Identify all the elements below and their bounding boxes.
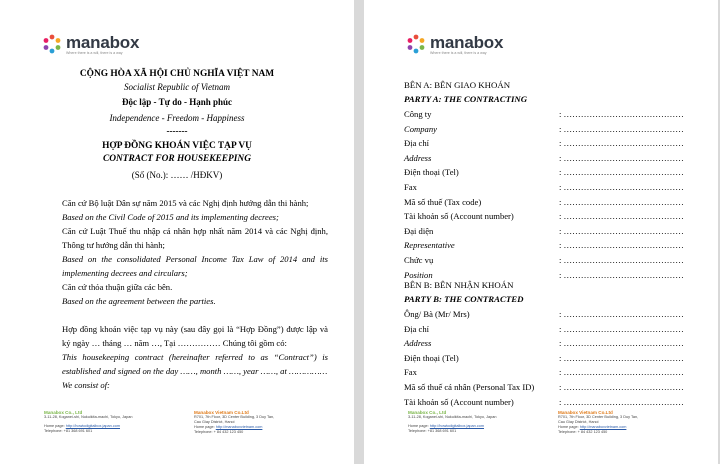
form-field-label: Representative bbox=[404, 240, 455, 251]
form-field-blank: : …………………………………… bbox=[559, 240, 684, 251]
form-field-blank: : …………………………………… bbox=[559, 138, 684, 149]
form-field-label: Address bbox=[404, 338, 432, 349]
separator-dashes: ------- bbox=[166, 126, 188, 136]
form-field-blank: : …………………………………… bbox=[559, 352, 684, 363]
form-field-blank: : …………………………………… bbox=[559, 338, 684, 349]
form-field-row bbox=[404, 240, 694, 251]
form-field-label: Ông/ Bà (Mr/ Mrs) bbox=[404, 309, 470, 319]
intro-line: Hợp đồng khoán việc tạp vụ này (sau đây gọi là “Hợp Đồng”) được lập và bbox=[62, 324, 328, 334]
form-field-row bbox=[404, 324, 694, 335]
intro-line: We consist of: bbox=[62, 380, 110, 390]
intro-line: ký ngày … tháng … năm …, Tại …………… Chúng tôi gồm có: bbox=[62, 338, 287, 348]
form-field-label: Điện thoại (Tel) bbox=[404, 167, 459, 178]
form-field-row bbox=[404, 338, 694, 349]
form-field-label: Tài khoản số (Account number) bbox=[404, 396, 514, 407]
homepage-link[interactable]: http://howtodigitalbox.japan.com bbox=[429, 424, 484, 428]
homepage-link[interactable]: http://manaboxvietnam.com bbox=[579, 425, 627, 429]
logo-wordmark: manabox bbox=[66, 33, 140, 52]
form-field-row bbox=[404, 197, 694, 208]
manabox-logo-icon bbox=[406, 34, 426, 54]
party-a-heading: BÊN A: BÊN GIAO KHOÁN bbox=[404, 80, 511, 90]
party-b-heading-en: PARTY B: THE CONTRACTED bbox=[404, 294, 524, 304]
heading-country: CỘNG HÒA XÃ HỘI CHỦ NGHĨA VIỆT NAM bbox=[79, 69, 275, 79]
form-field-label: Position bbox=[404, 269, 433, 280]
form-field-blank: : …………………………………… bbox=[559, 309, 684, 319]
basis-line: implementing decrees and circulars; bbox=[62, 268, 188, 278]
basis-line: Based on the consolidated Personal Income Tax Law of 2014 and its bbox=[62, 254, 328, 264]
form-field-row bbox=[404, 255, 694, 266]
form-field-row bbox=[404, 124, 694, 135]
form-field-blank: : …………………………………… bbox=[559, 123, 684, 134]
basis-line: Căn cứ thỏa thuận giữa các bên. bbox=[62, 282, 173, 292]
form-field-blank: : …………………………………… bbox=[559, 211, 684, 222]
form-field-row bbox=[404, 382, 694, 393]
logo-tagline: Where there is a will, there is a way bbox=[66, 51, 123, 55]
footer-company-vietnam: Manabox Vietnam Co.Ltd R701, 7th Floor, 3D Center Building, 3 Duy Tan, Cau Giay District, Hanoi Home page: http://manaboxvietnam.com Telephone: + 84 432 123 450 bbox=[558, 410, 639, 434]
form-field-blank: : …………………………………… bbox=[559, 396, 684, 407]
form-field-blank: : …………………………………… bbox=[559, 382, 684, 392]
contract-number: (Số (No.): …… /HĐKV) bbox=[131, 170, 223, 180]
form-field-blank: : …………………………………… bbox=[559, 182, 684, 192]
form-field-row bbox=[404, 397, 694, 408]
form-field-row bbox=[404, 109, 694, 120]
homepage-link[interactable]: http://howtodigitalbox.japan.com bbox=[65, 424, 120, 428]
form-field-label: Fax bbox=[404, 182, 417, 192]
basis-line: Thông tư hướng dẫn thi hành; bbox=[62, 240, 165, 250]
basis-line: Based on the Civil Code of 2015 and its implementing decrees; bbox=[62, 212, 279, 222]
form-field-label: Điện thoại (Tel) bbox=[404, 352, 459, 363]
logo-wordmark: manabox bbox=[430, 33, 504, 52]
contract-title: HỢP ĐỒNG KHOÁN VIỆC TẠP VỤ bbox=[102, 141, 252, 151]
form-field-row bbox=[404, 270, 694, 281]
form-field-blank: : …………………………………… bbox=[559, 109, 684, 119]
form-field-blank: : …………………………………… bbox=[559, 323, 684, 334]
basis-line: Căn cứ Bộ luật Dân sự năm 2015 và các Nghị định hướng dẫn thi hành; bbox=[62, 198, 309, 208]
form-field-label: Mã số thuế (Tax code) bbox=[404, 196, 482, 207]
heading-motto: Độc lập - Tự do - Hạnh phúc bbox=[121, 97, 232, 107]
form-field-label: Company bbox=[404, 123, 437, 134]
heading-motto-en: Independence - Freedom - Happiness bbox=[109, 113, 245, 123]
form-field-row bbox=[404, 226, 694, 237]
form-field-blank: : …………………………………… bbox=[559, 255, 684, 265]
form-field-blank: : …………………………………… bbox=[559, 196, 684, 207]
party-b-heading: BÊN B: BÊN NHẬN KHOÁN bbox=[404, 280, 514, 290]
logo-tagline: Where there is a will, there is a way bbox=[430, 51, 487, 55]
footer-company-japan: Manabox Co., Ltd 3-11-28, Koganei-shi, Nukuikita-machi, Tokyo, Japan Home page: http://howtodigitalbox.japan.com Telephone: +81 368 691 601 bbox=[408, 410, 497, 433]
form-field-blank: : …………………………………… bbox=[559, 269, 684, 280]
form-field-blank: : …………………………………… bbox=[559, 367, 684, 378]
form-field-row bbox=[404, 182, 694, 193]
heading-country-en: Socialist Republic of Vietnam bbox=[123, 82, 231, 92]
form-field-label: Địa chỉ bbox=[404, 138, 430, 149]
manabox-logo bbox=[42, 34, 139, 56]
basis-line: Căn cứ Luật Thuế thu nhập cá nhân hợp nhất năm 2014 và các Nghị định, bbox=[62, 226, 328, 236]
form-field-label: Mã số thuế cá nhân (Personal Tax ID) bbox=[404, 382, 535, 392]
party-a-heading-en: PARTY A: THE CONTRACTING bbox=[404, 94, 528, 104]
manabox-logo bbox=[406, 34, 503, 56]
form-field-label: Chức vụ bbox=[404, 255, 434, 265]
intro-line: established and signed on the day ……, month ……, year ……, at …………… bbox=[62, 366, 328, 376]
page-1 bbox=[0, 0, 354, 464]
form-field-label: Fax bbox=[404, 367, 417, 378]
intro-line: This housekeeping contract (hereinafter referred to as “Contract”) is bbox=[62, 352, 328, 362]
contract-title-en: CONTRACT FOR HOUSEKEEPING bbox=[103, 154, 251, 164]
form-field-label: Address bbox=[404, 152, 432, 163]
homepage-link[interactable]: http://manaboxvietnam.com bbox=[215, 425, 263, 429]
form-field-label: Tài khoản số (Account number) bbox=[404, 211, 514, 222]
page-2 bbox=[364, 0, 718, 464]
basis-line: Based on the agreement between the parties. bbox=[62, 296, 216, 306]
form-field-label: Địa chỉ bbox=[404, 323, 430, 334]
manabox-logo-icon bbox=[42, 34, 62, 54]
form-field-row bbox=[404, 309, 694, 320]
form-field-row bbox=[404, 367, 694, 378]
form-field-row bbox=[404, 153, 694, 164]
form-field-blank: : …………………………………… bbox=[559, 225, 684, 236]
form-field-row bbox=[404, 353, 694, 364]
form-field-row bbox=[404, 167, 694, 178]
form-field-blank: : …………………………………… bbox=[559, 152, 684, 163]
form-field-label: Đại diện bbox=[404, 225, 434, 236]
form-field-row bbox=[404, 211, 694, 222]
form-field-blank: : …………………………………… bbox=[559, 167, 684, 178]
footer-company-vietnam: Manabox Vietnam Co.Ltd R701, 7th Floor, 3D Center Building, 3 Duy Tan, Cau Giay District, Hanoi Home page: http://manaboxvietnam.com Telephone: + 84 432 123 450 bbox=[194, 410, 275, 434]
form-field-row bbox=[404, 138, 694, 149]
form-field-label: Công ty bbox=[404, 109, 432, 119]
footer-company-japan: Manabox Co., Ltd 3-11-28, Koganei-shi, Nukuikita-machi, Tokyo, Japan Home page: http://howtodigitalbox.japan.com Telephone: +81 368 691 601 bbox=[44, 410, 133, 433]
